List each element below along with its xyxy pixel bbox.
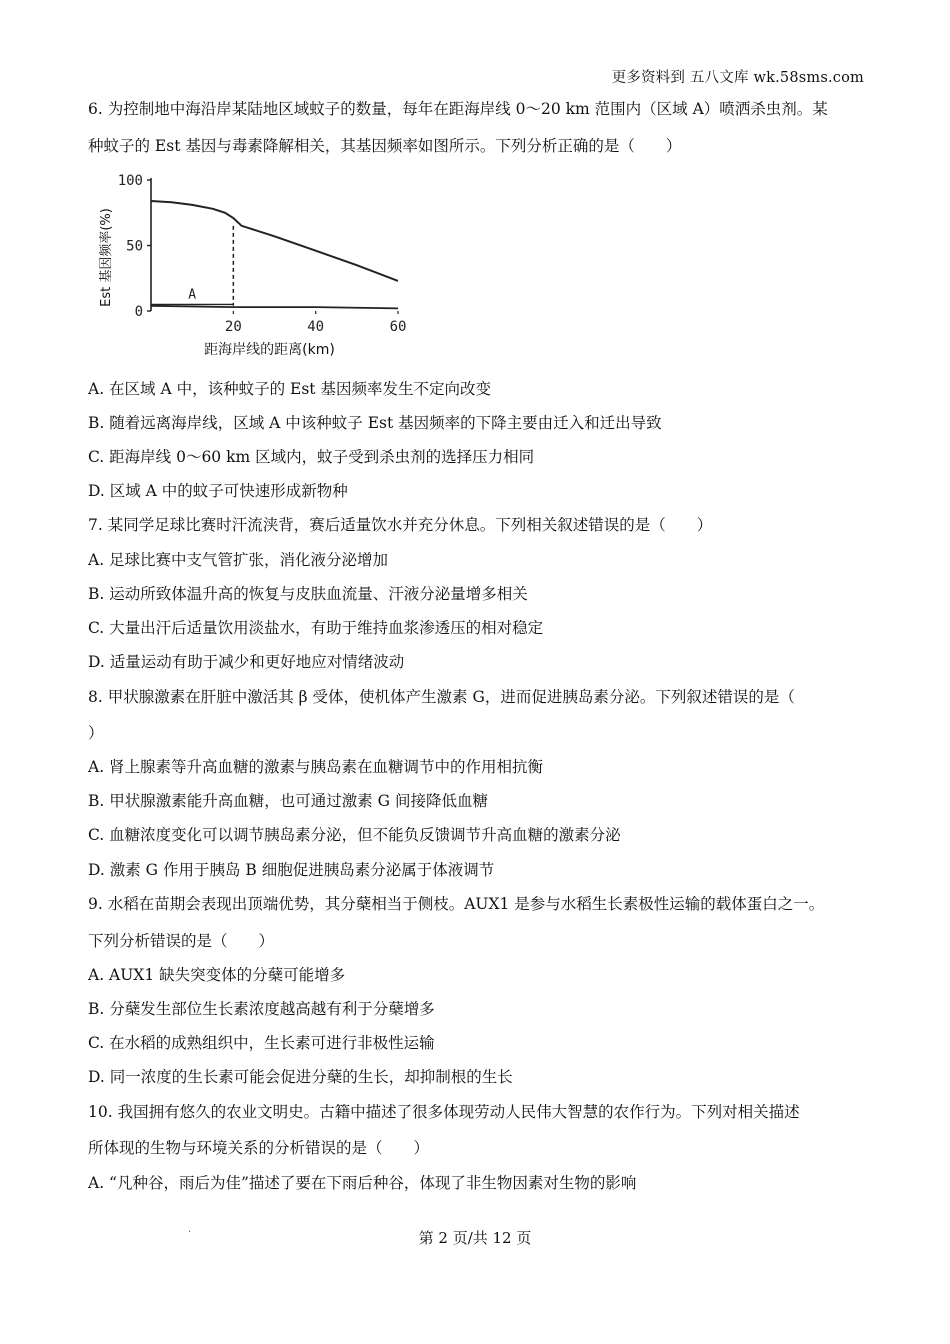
q8-stem-line-1: 8. 甲状腺激素在肝脏中激活其 β 受体，使机体产生激素 G，进而促进胰岛素分泌。下列叙述错误的是（ (88, 688, 795, 706)
q9-option-a: A. AUX1 缺失突变体的分蘖可能增多 (88, 966, 346, 984)
q6-option-a: A. 在区域 A 中，该种蚊子的 Est 基因频率发生不定向改变 (88, 380, 491, 398)
page-number: 第 2 页/共 12 页 (418, 1229, 532, 1247)
x-tick-label: 60 (389, 319, 407, 335)
q10-stem-line-1: 10. 我国拥有悠久的农业文明史。古籍中描述了很多体现劳动人民伟大智慧的农作行为。下列对相关描述 (88, 1103, 800, 1121)
region-a-label: A (188, 287, 197, 303)
q7-option-a: A. 足球比赛中支气管扩张，消化液分泌增加 (88, 551, 389, 569)
x-axis-title: 距海岸线的距离(km) (204, 342, 335, 358)
y-tick-label: 0 (134, 304, 143, 320)
x-tick-label: 40 (307, 319, 325, 335)
baseline-line (151, 306, 398, 309)
q6-stem-line-1: 6. 为控制地中海沿岸某陆地区域蚊子的数量，每年在距海岸线 0～20 km 范围内（区域 A）喷洒杀虫剂。某 (88, 100, 828, 118)
source-note: 更多资料到 五八文库 wk.58sms.com (611, 70, 864, 86)
q10-option-a: A. “凡种谷，雨后为佳”描述了要在下雨后种谷，体现了非生物因素对生物的影响 (88, 1174, 637, 1192)
est-frequency-line (151, 201, 398, 281)
y-tick-label: 50 (126, 238, 143, 255)
q6-option-b: B. 随着远离海岸线，区域 A 中该种蚊子 Est 基因频率的下降主要由迁入和迁出导致 (88, 414, 662, 432)
q8-option-a: A. 肾上腺素等升高血糖的激素与胰岛素在血糖调节中的作用相抗衡 (88, 758, 544, 776)
q6-option-d: D. 区域 A 中的蚊子可快速形成新物种 (88, 482, 348, 500)
y-tick-label: 100 (117, 173, 143, 189)
q6-stem-line-2: 种蚊子的 Est 基因与毒素降解相关，其基因频率如图所示。下列分析正确的是（ ） (88, 137, 682, 155)
q9-stem-line-1: 9. 水稻在苗期会表现出顶端优势，其分蘖相当于侧枝。AUX1 是参与水稻生长素极性运输的载体蛋白之一。 (88, 895, 825, 913)
est-gene-frequency-chart (88, 168, 428, 368)
q8-option-b: B. 甲状腺激素能升高血糖，也可通过激素 G 间接降低血糖 (88, 792, 488, 810)
q9-option-d: D. 同一浓度的生长素可能会促进分蘖的生长，却抑制根的生长 (88, 1068, 513, 1086)
y-axis-title: Est 基因频率(%) (99, 208, 114, 307)
q7-option-d: D. 适量运动有助于减少和更好地应对情绪波动 (88, 653, 405, 671)
q7-stem: 7. 某同学足球比赛时汗流浃背，赛后适量饮水并充分休息。下列相关叙述错误的是（ ） (88, 516, 713, 534)
q8-stem-line-2: ） (88, 724, 104, 742)
q9-option-b: B. 分蘖发生部位生长素浓度越高越有利于分蘖增多 (88, 1000, 435, 1018)
q7-option-b: B. 运动所致体温升高的恢复与皮肤血流量、汗液分泌量增多相关 (88, 585, 528, 603)
q9-stem-line-2: 下列分析错误的是（ ） (88, 932, 275, 950)
q8-option-d: D. 激素 G 作用于胰岛 B 细胞促进胰岛素分泌属于体液调节 (88, 861, 495, 879)
footer-dot: . (188, 1224, 192, 1235)
q10-stem-line-2: 所体现的生物与环境关系的分析错误的是（ ） (88, 1139, 430, 1157)
q6-option-c: C. 距海岸线 0～60 km 区域内，蚊子受到杀虫剂的选择压力相同 (88, 448, 535, 466)
q9-option-c: C. 在水稻的成熟组织中，生长素可进行非极性运输 (88, 1034, 435, 1052)
q7-option-c: C. 大量出汗后适量饮用淡盐水，有助于维持血浆渗透压的相对稳定 (88, 619, 544, 637)
x-tick-label: 20 (224, 319, 242, 335)
q8-option-c: C. 血糖浓度变化可以调节胰岛素分泌，但不能负反馈调节升高血糖的激素分泌 (88, 826, 621, 844)
